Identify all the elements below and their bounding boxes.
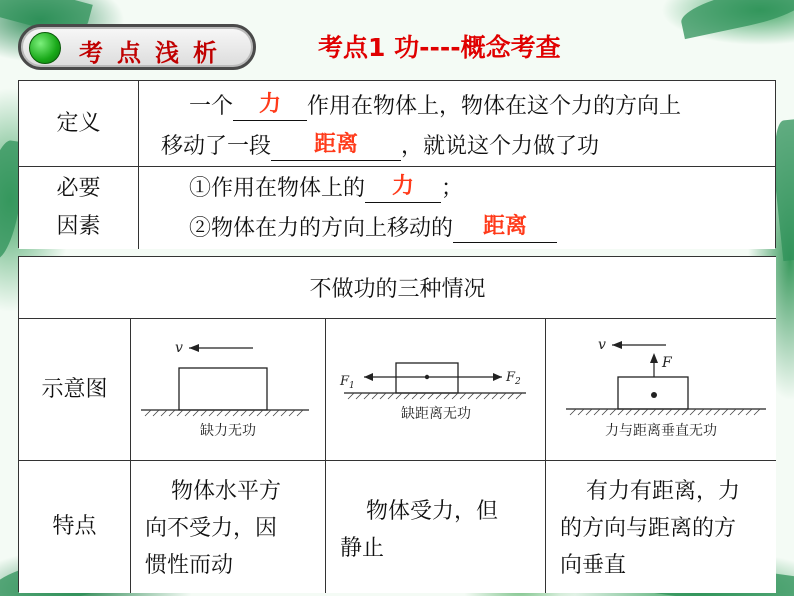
center-point — [651, 392, 657, 398]
text-segment: ； — [441, 176, 464, 201]
text-segment: ②物体在力的方向上移动的 — [189, 216, 454, 241]
section-tag-label: 考点浅析 — [79, 38, 231, 67]
velocity-arrowhead — [189, 344, 199, 352]
force-label: F — [662, 355, 672, 371]
force-f1-arrowhead — [364, 373, 373, 381]
feature-line: 向垂直 — [560, 553, 627, 578]
force-arrowhead — [650, 353, 658, 363]
factors-label-cell — [19, 167, 139, 249]
force-f2-label: $F_2$ — [506, 370, 521, 387]
factor-line-2 — [161, 209, 765, 249]
feature-line: 的方向与距离的方 — [560, 516, 737, 541]
text-segment: 一个 — [189, 94, 234, 119]
diagram-no-force — [131, 319, 326, 461]
diagram-caption: 缺力无功 — [200, 423, 256, 439]
text-segment: 移动了一段 — [161, 134, 272, 159]
diagram-no-force-figure — [131, 319, 325, 461]
diagram-caption: 力与距离垂直无功 — [605, 423, 717, 439]
cases-header-text: 不做功的三种情况 — [309, 277, 486, 302]
definition-label-cell — [19, 81, 139, 167]
text-segment: 作用在物体上，物体在这个力的方向上 — [307, 94, 682, 119]
feature-perpendicular — [546, 461, 776, 593]
feature-label-cell — [19, 461, 131, 593]
force-f2-arrowhead — [493, 373, 502, 381]
diagram-label-cell — [19, 319, 131, 461]
ground-hatch — [348, 393, 522, 399]
ground-hatch — [570, 409, 760, 415]
definition-table — [18, 80, 776, 248]
diagram-caption: 缺距离无功 — [401, 406, 471, 422]
velocity-label: v — [175, 340, 183, 356]
feature-line: 物体受力，但 — [366, 499, 499, 524]
answer-blank-distance: 距离 — [453, 212, 557, 243]
answer-blank-distance: 距离 — [271, 130, 401, 161]
no-work-cases-table — [18, 256, 776, 592]
block — [179, 368, 267, 410]
answer-blank-force: 力 — [233, 90, 307, 121]
answer-blank-force: 力 — [365, 172, 441, 203]
feature-line: 静止 — [340, 536, 385, 561]
feature-line: 有力有距离，力 — [586, 479, 741, 504]
velocity-arrowhead — [612, 341, 622, 349]
factors-content — [139, 167, 775, 249]
text-segment: ，就说这个力做了功 — [401, 134, 600, 159]
cases-header — [19, 257, 776, 319]
ground-hatch — [145, 410, 303, 416]
feature-label: 特点 — [52, 514, 97, 539]
definition-line-2 — [161, 127, 765, 167]
center-point — [425, 375, 429, 379]
factors-label-line2: 因素 — [56, 214, 101, 239]
definition-label: 定义 — [56, 110, 101, 136]
diagram-perpendicular — [546, 319, 776, 461]
definition-line-1 — [161, 87, 765, 127]
factor-line-1 — [161, 169, 765, 209]
feature-line: 向不受力，因 — [145, 516, 278, 541]
diagram-perpendicular-figure — [546, 319, 776, 461]
green-dot-icon — [29, 32, 61, 64]
force-f1-label: $F_1$ — [340, 374, 355, 391]
section-tag — [18, 24, 256, 70]
feature-no-force — [131, 461, 326, 593]
factors-label-line1: 必要 — [56, 176, 101, 201]
definition-content — [139, 81, 775, 167]
feature-line: 惯性而动 — [145, 553, 234, 578]
text-segment: ①作用在物体上的 — [189, 176, 366, 201]
page-title: 考点1 功----概念考查 — [318, 33, 561, 62]
diagram-label: 示意图 — [41, 376, 108, 402]
diagram-no-distance — [326, 319, 546, 461]
feature-no-distance — [326, 461, 546, 593]
diagram-no-distance-figure — [326, 319, 545, 461]
feature-line: 物体水平方 — [171, 479, 282, 504]
velocity-label: v — [598, 337, 606, 353]
